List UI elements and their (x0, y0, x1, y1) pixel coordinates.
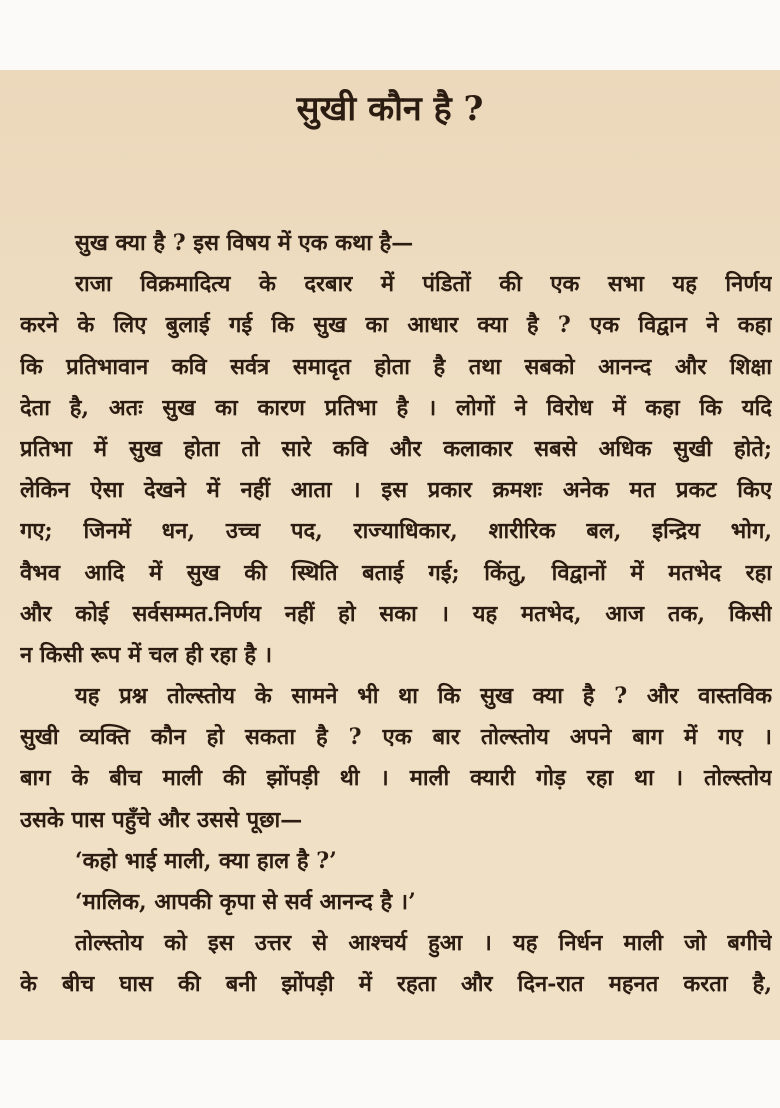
text-line: सुख क्या है ? इस विषय में एक कथा है— (75, 230, 414, 256)
text-line: प्रतिभा में सुख होता तो सारे कवि और कलाकार सबसे अधिक सुखी होते; (20, 435, 772, 462)
text-line: यह प्रश्न तोल्स्तोय के सामने भी था कि सुख क्या है ? और वास्तविक (75, 683, 772, 710)
text-line: लेकिन ऐसा देखने में नहीं आता । इस प्रकार क्रमशः अनेक मत प्रकट किए (20, 477, 772, 504)
book-page (0, 70, 780, 1040)
page-body-text (20, 223, 772, 1006)
text-line: उसके पास पहुँचे और उससे पूछा— (20, 806, 303, 833)
text-line: ‘मालिक, आपकी कृपा से सर्व आनन्द है ।’ (75, 889, 416, 915)
text-line: और कोई सर्वसम्मत.निर्णय नहीं हो सका । यह मतभेद, आज तक, किसी (20, 600, 772, 627)
text-line: के बीच घास की बनी झोंपड़ी में रहता और दिन-रात महनत करता है, (20, 971, 772, 998)
text-line: सुखी व्यक्ति कौन हो सकता है ? एक बार तोल्स्तोय अपने बाग में गए । (20, 724, 772, 751)
text-line: गए; जिनमें धन, उच्च पद, राज्याधिकार, शारीरिक बल, इन्द्रिय भोग, (20, 518, 772, 545)
text-line: ‘कहो भाई माली, क्या हाल है ?’ (75, 847, 337, 874)
text-line: राजा विक्रमादित्य के दरबार में पंडितों की एक सभा यह निर्णय (75, 271, 772, 298)
text-line: वैभव आदि में सुख की स्थिति बताई गई; किंतु, विद्वानों में मतभेद रहा (20, 559, 772, 586)
page-title: सुखी कौन है ? (296, 89, 484, 129)
text-line: न किसी रूप में चल ही रहा है । (20, 641, 273, 668)
text-line: तोल्स्तोय को इस उत्तर से आश्चर्य हुआ । यह निर्धन माली जो बगीचे (75, 930, 772, 957)
text-line: कि प्रतिभावान कवि सर्वत्र समादृत होता है तथा सबको आनन्द और शिक्षा (20, 353, 772, 380)
text-line: देता है, अतः सुख का कारण प्रतिभा है । लोगों ने विरोध में कहा कि यदि (20, 394, 772, 421)
text-line: बाग के बीच माली की झोंपड़ी थी । माली क्यारी गोड़ रहा था । तोल्स्तोय (20, 765, 772, 792)
text-line: करने के लिए बुलाई गई कि सुख का आधार क्या है ? एक विद्वान ने कहा (20, 312, 772, 339)
